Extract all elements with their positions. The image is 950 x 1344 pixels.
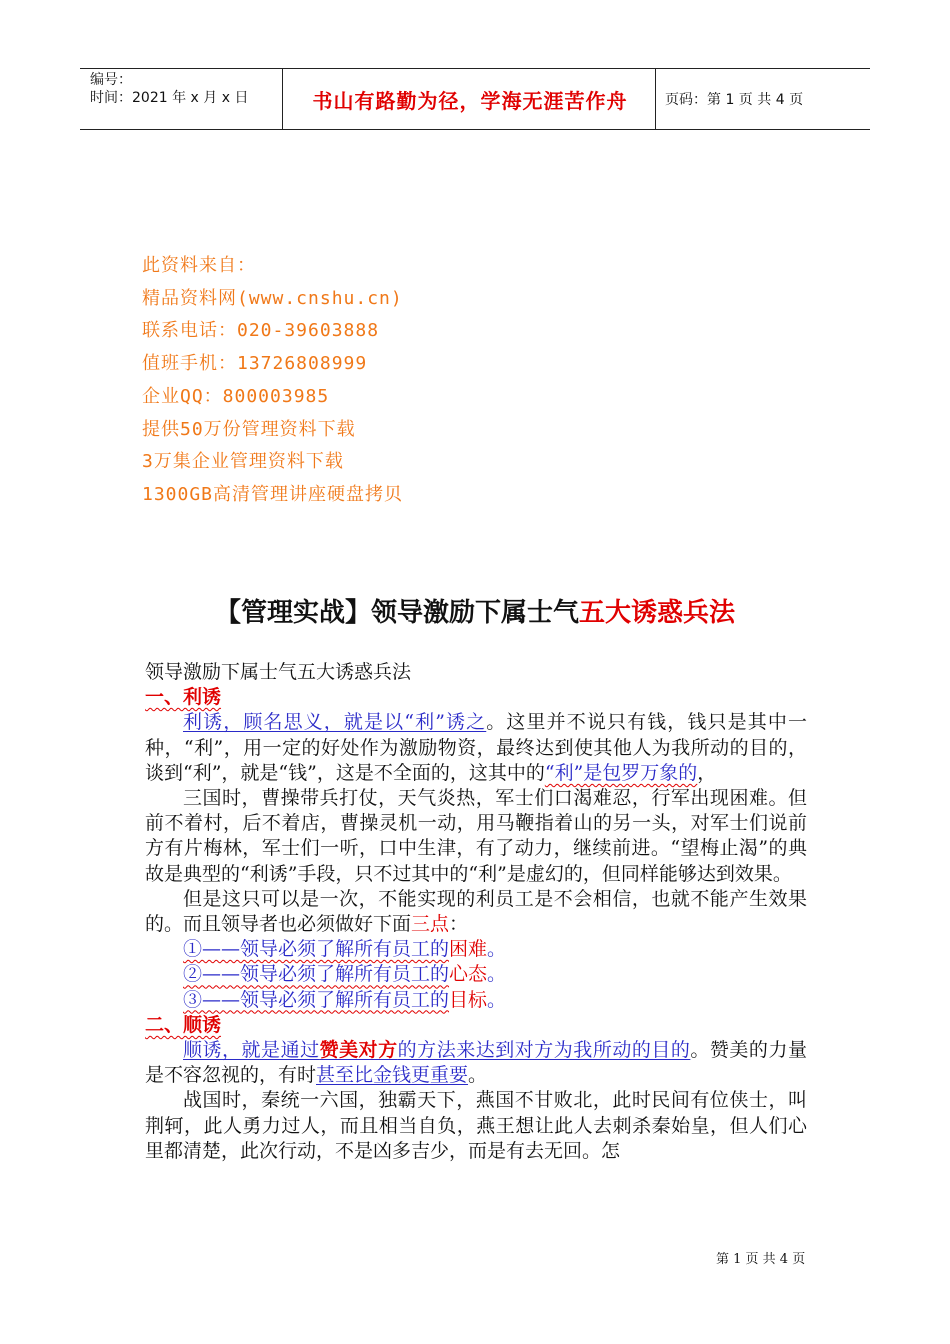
page-footer: 第 1 页 共 4 页	[716, 1252, 806, 1267]
header-meta	[90, 71, 280, 107]
title-prefix: 【管理实战】领导激励下属士气	[214, 598, 579, 628]
emphasis-text: 三点	[411, 913, 450, 936]
promo-line: 此资料来自：	[142, 255, 256, 276]
emphasis-text: 利诱，顾名思义，就是以“利”诱之	[183, 711, 487, 734]
promo-line: 1300GB高清管理讲座硬盘拷贝	[142, 483, 404, 505]
title-highlight: 五大诱惑兵法	[579, 598, 736, 628]
paragraph-text: 。这里并不说只有钱，钱只是其中一种，“利”，用一定的好处作为激励物资，最终达到使其他人为我所动的目的，谈到“利”，就是“钱”，这是不全面的，这其中的	[145, 711, 807, 784]
article-subtitle: 领导激励下属士气五大诱惑兵法	[145, 661, 412, 683]
promo-line: 值班手机：13726808999	[142, 353, 368, 375]
emphasis-text: “利”是包罗万象的	[544, 761, 698, 784]
promo-line: 企业QQ：800003985	[142, 385, 330, 407]
emphasis-text: 甚至比金钱更重要	[316, 1064, 469, 1087]
emphasis-text: 困难	[449, 938, 488, 961]
header-divider-left	[282, 69, 283, 129]
emphasis-text: 心态	[449, 963, 488, 986]
paragraph-text: 。	[468, 1064, 488, 1087]
paragraph	[145, 887, 807, 937]
emphasis-text: 目标	[449, 988, 488, 1011]
paragraph-text: 。赞美的力量是不容忽视的，有时	[145, 1039, 807, 1087]
article-title	[0, 592, 950, 629]
serial-label: 编号：	[90, 72, 132, 88]
document-header	[80, 68, 870, 130]
list-item: ②——领导必须了解所有员工的心态。	[183, 963, 507, 986]
paragraph	[145, 710, 807, 786]
paragraph-text: 但是这只可以是一次，不能实现的利员工是不会相信，也就不能产生效果的。而且领导者也必须做好下面	[145, 887, 807, 936]
paragraph-text: ：	[449, 913, 469, 936]
date-text: 时间：2021 年 x 月 x 日	[90, 90, 249, 106]
emphasis-text: 的方法来达到对方为我所动的目的	[397, 1039, 691, 1062]
header-divider-right	[655, 69, 656, 129]
list-item: ①——领导必须了解所有员工的困难。	[183, 938, 507, 961]
promo-line-website[interactable]: 精品资料网(www.cnshu.cn)	[142, 287, 403, 309]
paragraph: 战国时，秦统一六国，独霸天下，燕国不甘败北，此时民间有位侠士，叫荆轲，此人勇力过人，而且相当自负，燕王想让此人去刺杀秦始皇，但人们心里都清楚，此次行动，不是凶多吉少，而是有去无回。怎	[145, 1089, 807, 1162]
paragraph	[145, 1038, 807, 1088]
promo-line: 提供50万份管理资料下载	[142, 418, 356, 440]
list-item: ③——领导必须了解所有员工的目标。	[183, 988, 507, 1011]
promo-line: 联系电话：020-39603888	[142, 320, 380, 342]
header-motto: 书山有路勤为径，学海无涯苦作舟	[312, 89, 628, 113]
paragraph-text: ，	[697, 761, 717, 784]
emphasis-text: 赞美对方	[319, 1039, 398, 1062]
section-heading-2: 二、顺诱	[145, 1013, 222, 1036]
paragraph: 三国时，曹操带兵打仗，天气炎热，军士们口渴难忍，行军出现困难。但前不着村，后不着店，曹操灵机一动，用马鞭指着山的另一头，对军士们说前方有片梅林，军士们一听，口中生津，有了动力，继续前进。“望梅止渴”的典故是典型的“利诱”手段，只不过其中的“利”是虚幻的，但同样能够达到效果。	[145, 787, 807, 885]
promo-line: 3万集企业管理资料下载	[142, 451, 344, 473]
emphasis-text: 顺诱，就是通过	[183, 1039, 320, 1062]
section-heading-1: 一、利诱	[145, 686, 222, 709]
article-body	[145, 660, 807, 1164]
promo-block	[142, 250, 403, 512]
header-page-info: 页码：第 1 页 共 4 页	[665, 92, 804, 108]
